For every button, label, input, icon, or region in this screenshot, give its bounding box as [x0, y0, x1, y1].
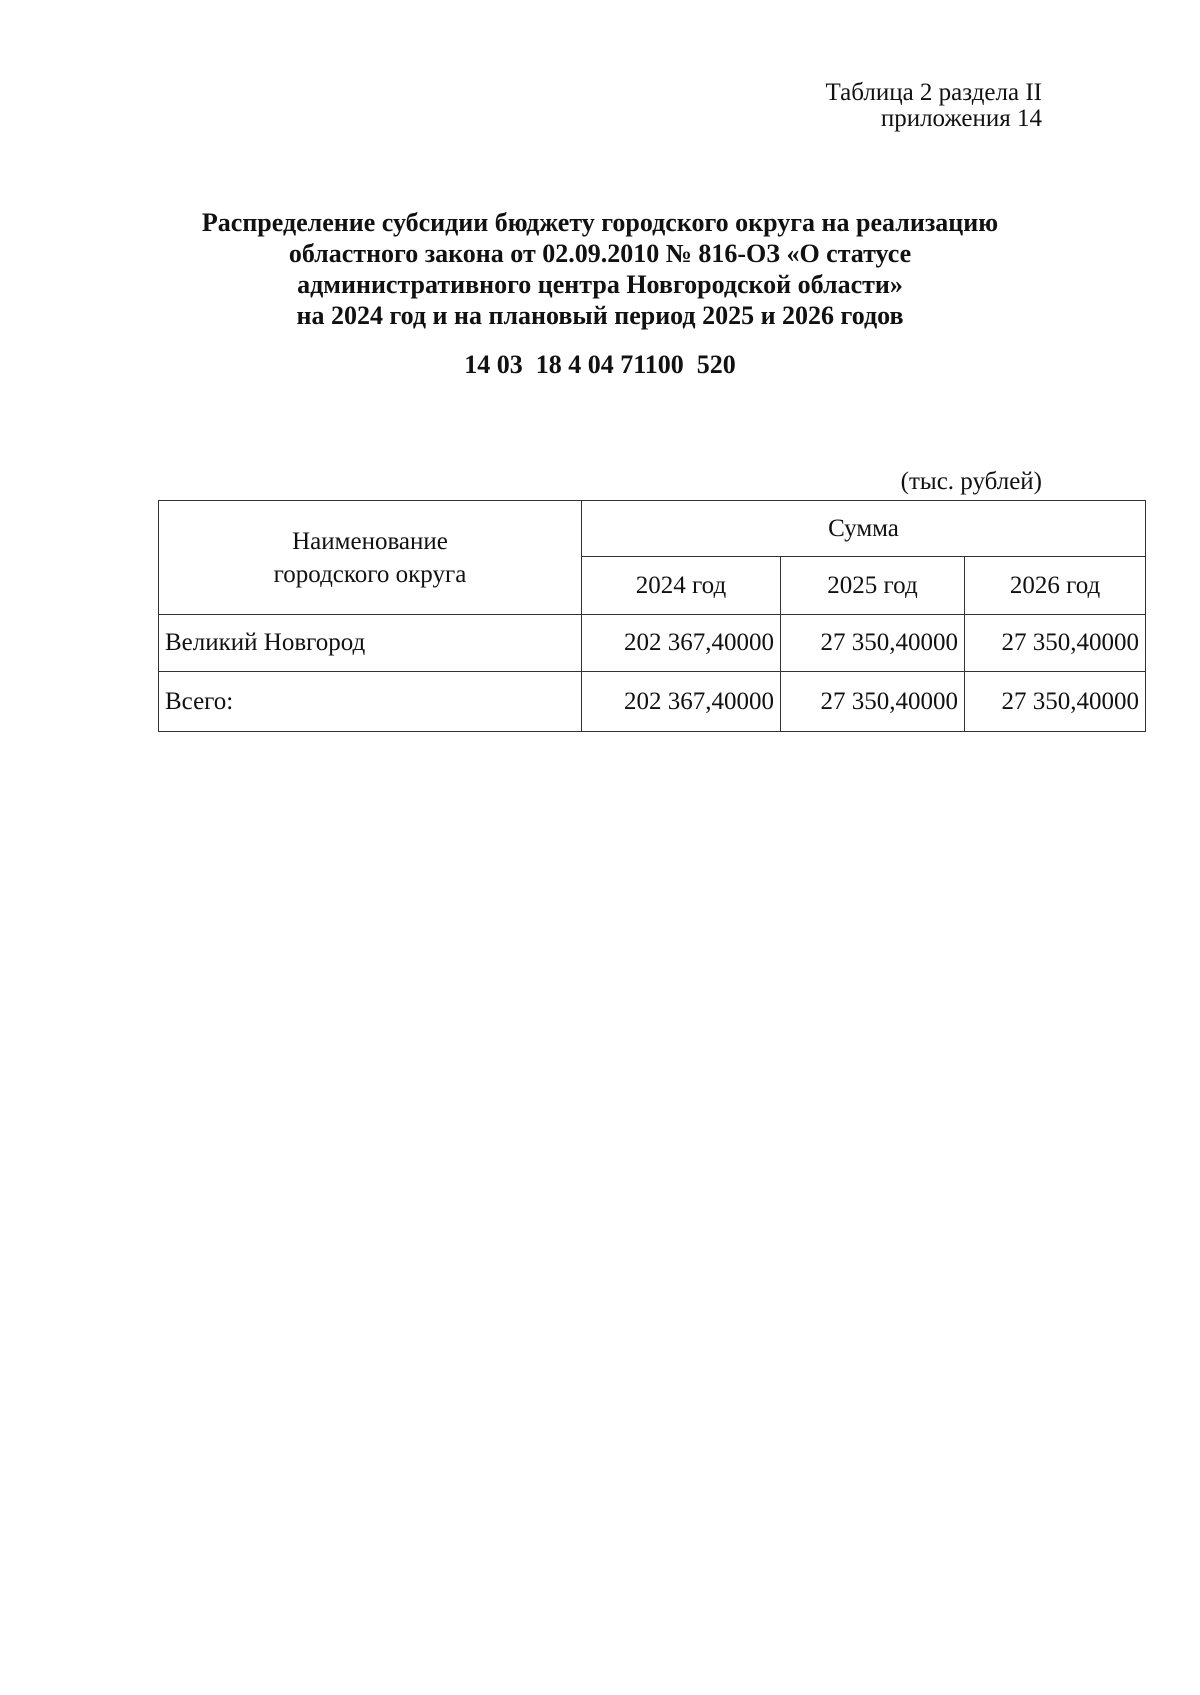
- subsidy-distribution-table: [158, 500, 1146, 732]
- document-title-line2: областного закона от 02.09.2010 № 816-ОЗ «О статусе: [288, 239, 912, 268]
- document-title: [150, 207, 1050, 331]
- table-total-row: [159, 672, 1146, 732]
- total-label-cell: Всего:: [159, 672, 582, 732]
- amount-2026-cell: 27 350,40000: [965, 615, 1146, 672]
- header-district-name: [159, 501, 582, 615]
- header-district-name-line2: городского округа: [273, 560, 467, 588]
- header-district-name-line1: Наименование: [292, 527, 448, 555]
- header-year-2025: 2025 год: [781, 557, 965, 615]
- amount-2025-cell: 27 350,40000: [781, 615, 965, 672]
- document-title-line3: административного центра Новгородской области»: [297, 270, 903, 299]
- document-title-line4: на 2024 год и на плановый период 2025 и 2026 годов: [296, 301, 904, 330]
- appendix-reference: [826, 80, 1042, 132]
- table-row: [159, 615, 1146, 672]
- total-2024-cell: 202 367,40000: [582, 672, 781, 732]
- appendix-reference-line2: приложения 14: [880, 105, 1042, 132]
- budget-classification-code: 14 03 18 4 04 71100 520: [464, 350, 736, 379]
- appendix-reference-line1: Таблица 2 раздела II: [825, 79, 1042, 106]
- header-sum: Сумма: [582, 501, 1146, 557]
- header-year-2026: 2026 год: [965, 557, 1146, 615]
- units-label: (тыс. рублей): [900, 468, 1042, 495]
- amount-2024-cell: 202 367,40000: [582, 615, 781, 672]
- table-header-row: [159, 501, 1146, 557]
- total-2025-cell: 27 350,40000: [781, 672, 965, 732]
- district-name-cell: Великий Новгород: [159, 615, 582, 672]
- header-year-2024: 2024 год: [582, 557, 781, 615]
- total-2026-cell: 27 350,40000: [965, 672, 1146, 732]
- document-title-line1: Распределение субсидии бюджету городского округа на реализацию: [201, 208, 999, 237]
